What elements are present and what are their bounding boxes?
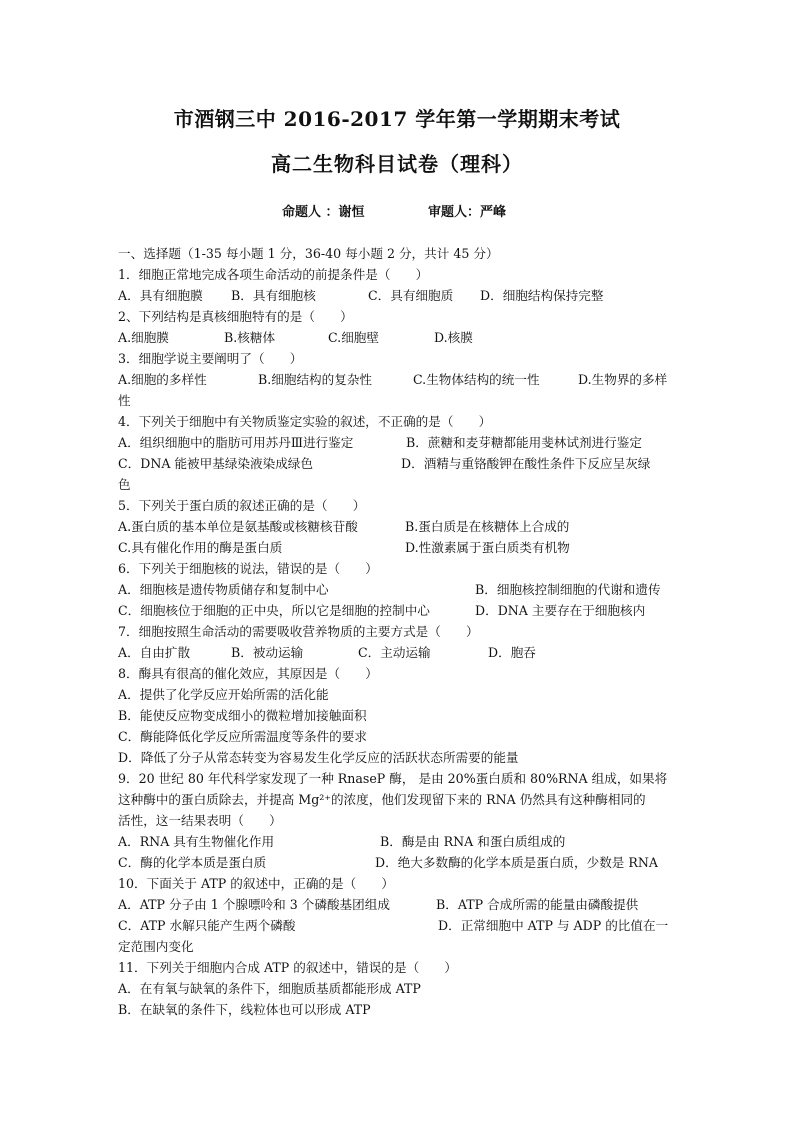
- question-stem: 1．细胞正常地完成各项生命活动的前提条件是（ ）: [118, 267, 429, 282]
- option-c: C．ATP 水解只能产生两个磷酸: [118, 918, 296, 933]
- option-row: [118, 831, 688, 852]
- option-row: [118, 285, 688, 306]
- section-header: 一、选择题（1-35 每小题 1 分，36-40 每小题 2 分，共计 45 分）: [118, 246, 499, 261]
- option-row: [118, 327, 688, 348]
- option-c: C．细胞核位于细胞的正中央，所以它是细胞的控制中心: [118, 603, 430, 618]
- option-row: [118, 600, 688, 621]
- question-stem: 2、下列结构是真核细胞特有的是（ ）: [118, 309, 353, 324]
- option-a: A．自由扩散: [118, 645, 191, 660]
- option-row: [118, 453, 688, 474]
- authors-line: [0, 201, 794, 221]
- option-row: [118, 915, 688, 936]
- option-b: B．被动运输: [231, 645, 304, 660]
- option-d: D．酒精与重铬酸钾在酸性条件下反应呈灰绿: [401, 456, 651, 471]
- question-stem-line: 这种酶中的蛋白质除去，并提高 Mg²⁺的浓度，他们发现留下来的 RNA 仍然具有这种酶相同的: [118, 792, 646, 807]
- option-a: A.细胞膜: [118, 330, 169, 345]
- option-d: D.性激素属于蛋白质类有机物: [405, 540, 570, 555]
- question-stem: 11．下列关于细胞内合成 ATP 的叙述中，错误的是（ ）: [118, 960, 457, 975]
- option-b: B.细胞结构的复杂性: [258, 372, 373, 387]
- question-stem: 8．酶具有很高的催化效应，其原因是（ ）: [118, 666, 378, 681]
- option-row: [118, 579, 688, 600]
- question-stem: 5．下列关于蛋白质的叙述正确的是（ ）: [118, 498, 366, 513]
- question-stem: 4．下列关于细胞中有关物质鉴定实验的叙述，不正确的是（ ）: [118, 414, 492, 429]
- question-stem: 7．细胞按照生命活动的需要吸收营养物质的主要方式是（ ）: [118, 624, 479, 639]
- option-d: D．细胞结构保持完整: [480, 288, 604, 303]
- option-a: A．ATP 分子由 1 个腺嘌呤和 3 个磷酸基团组成: [118, 897, 390, 912]
- option-d: D．降低了分子从常态转变为容易发生化学反应的活跃状态所需要的能量: [118, 750, 519, 765]
- question-list: [118, 243, 688, 1020]
- question-stem-line: 活性，这一结果表明（ ）: [118, 813, 282, 828]
- option-continuation: 色: [118, 477, 131, 492]
- option-row: [118, 537, 688, 558]
- option-d: D.生物界的多样: [578, 372, 668, 387]
- option-b: B．酶是由 RNA 和蛋白质组成的: [380, 834, 566, 849]
- option-a: A．RNA 具有生物催化作用: [118, 834, 275, 849]
- option-b: B.核糖体: [224, 330, 276, 345]
- option-c: C.具有催化作用的酶是蛋白质: [118, 540, 283, 555]
- option-d: D.核膜: [434, 330, 473, 345]
- option-continuation: 定范围内变化: [118, 939, 194, 954]
- option-d: D．DNA 主要存在于细胞核内: [475, 603, 646, 618]
- reviewer-label: 审题人：严峰: [428, 205, 507, 220]
- option-b: B．能使反应物变成细小的微粒增加接触面积: [118, 708, 367, 723]
- question-stem: 3．细胞学说主要阐明了（ ）: [118, 351, 303, 366]
- option-b: B．具有细胞核: [231, 288, 316, 303]
- option-row: [118, 369, 688, 390]
- option-a: A．提供了化学反应开始所需的活化能: [118, 687, 329, 702]
- option-c: C．酶能降低化学反应所需温度等条件的要求: [118, 729, 367, 744]
- option-c: C．酶的化学本质是蛋白质: [118, 855, 267, 870]
- option-a: A．组织细胞中的脂肪可用苏丹Ⅲ进行鉴定: [118, 435, 354, 450]
- option-d: D．绝大多数酶的化学本质是蛋白质，少数是 RNA: [375, 855, 658, 870]
- option-c: C.生物体结构的统一性: [413, 372, 540, 387]
- option-row: [118, 852, 688, 873]
- option-row: [118, 894, 688, 915]
- option-a: A．细胞核是遗传物质储存和复制中心: [118, 582, 329, 597]
- option-continuation: 性: [118, 393, 131, 408]
- option-b: B．细胞核控制细胞的代谢和遗传: [475, 582, 661, 597]
- option-d: D．胞吞: [488, 645, 536, 660]
- question-stem-line: 9．20 世纪 80 年代科学家发现了一种 RnaseP 酶， 是由 20%蛋白质和 80%RNA 组成，如果将: [118, 771, 668, 786]
- option-c: C.细胞壁: [328, 330, 379, 345]
- option-b: B．ATP 合成所需的能量由磷酸提供: [436, 897, 639, 912]
- option-b: B.蛋白质是在核糖体上合成的: [405, 519, 570, 534]
- option-c: C．具有细胞质: [368, 288, 454, 303]
- option-row: [118, 432, 688, 453]
- option-a: A．具有细胞膜: [118, 288, 203, 303]
- option-row: [118, 642, 688, 663]
- option-row: [118, 516, 688, 537]
- option-a: A.蛋白质的基本单位是氨基酸或核糖核苷酸: [118, 519, 358, 534]
- setter-label: 命题人 ：谢恒: [282, 205, 365, 220]
- option-c: C．DNA 能被甲基绿染液染成绿色: [118, 456, 313, 471]
- option-b: B．在缺氧的条件下，线粒体也可以形成 ATP: [118, 1002, 371, 1017]
- option-a: A．在有氧与缺氧的条件下，细胞质基质都能形成 ATP: [118, 981, 421, 996]
- option-b: B．蔗糖和麦芽糖都能用斐林试剂进行鉴定: [406, 435, 642, 450]
- exam-title: 市酒钢三中 2016-2017 学年第一学期期末考试: [173, 107, 621, 131]
- question-stem: 10．下面关于 ATP 的叙述中，正确的是（ ）: [118, 876, 394, 891]
- option-a: A.细胞的多样性: [118, 372, 207, 387]
- exam-subtitle: 高二生物科目试卷（理科）: [271, 152, 523, 176]
- question-stem: 6．下列关于细胞核的说法，错误的是（ ）: [118, 561, 378, 576]
- option-d: D．正常细胞中 ATP 与 ADP 的比值在一: [438, 918, 669, 933]
- option-c: C．主动运输: [358, 645, 431, 660]
